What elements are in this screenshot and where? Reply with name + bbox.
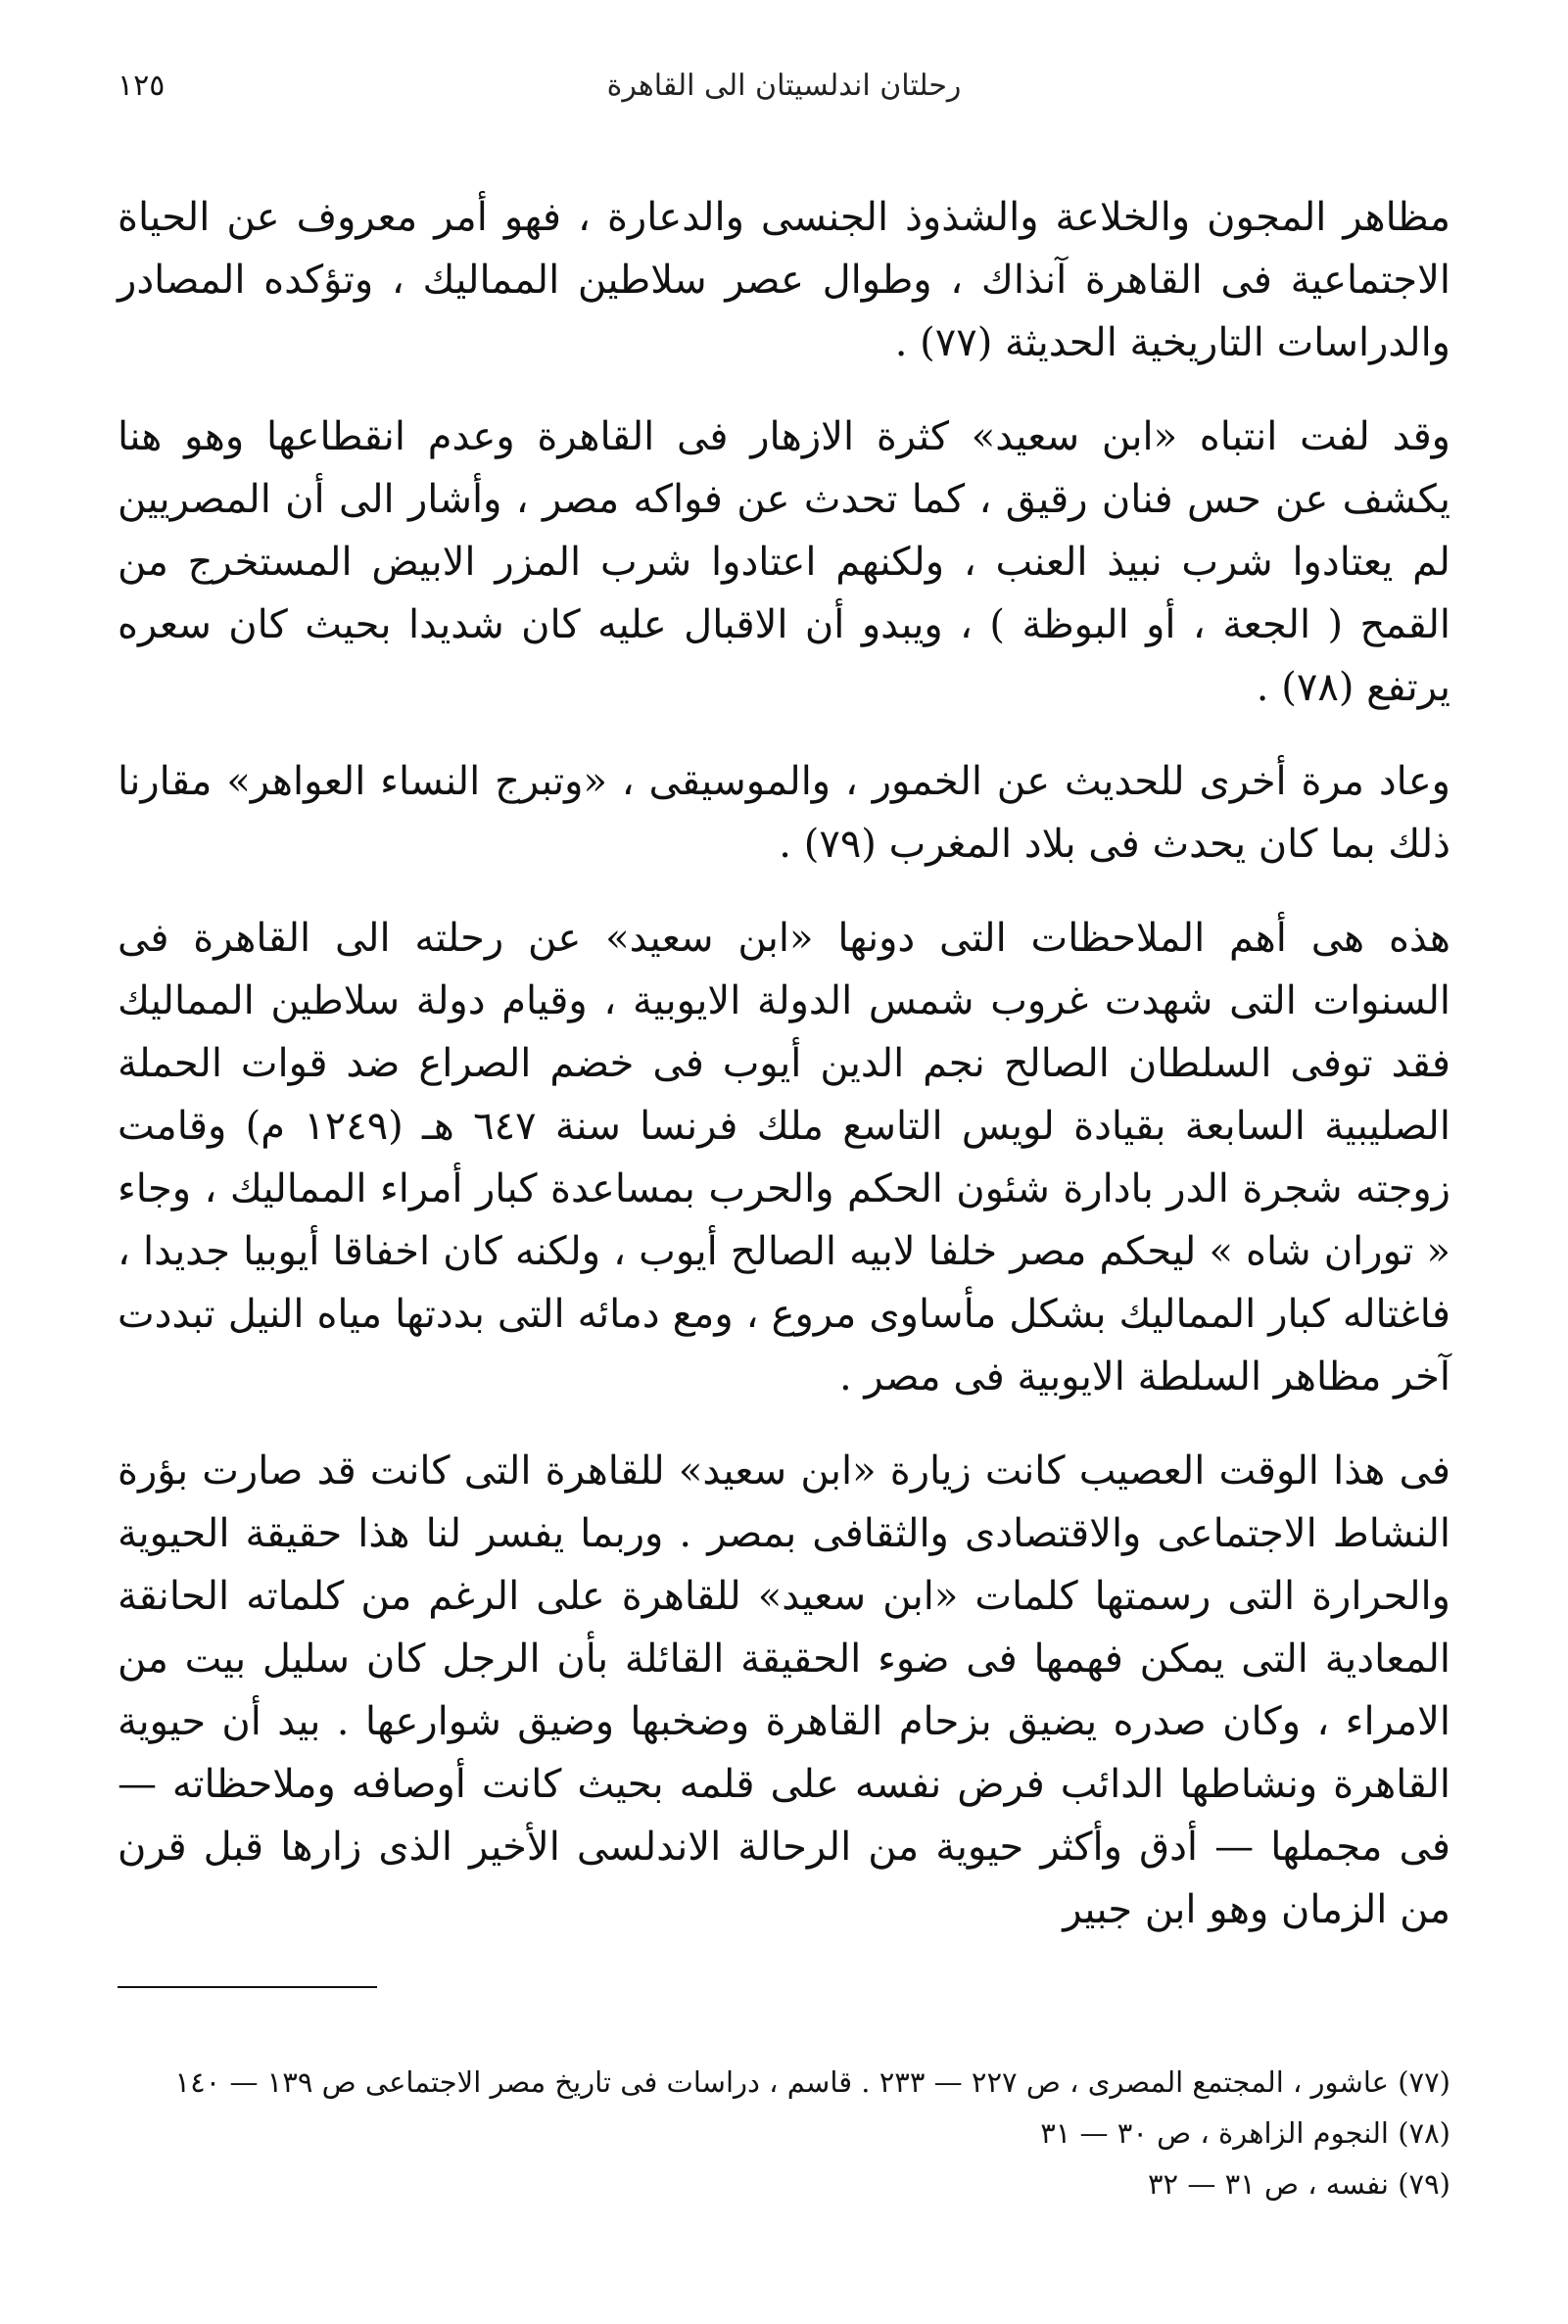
- running-title: رحلتان اندلسيتان الى القاهرة: [606, 69, 962, 103]
- footnote-divider: [118, 1986, 377, 1988]
- page-number: ١٢٥: [118, 69, 166, 103]
- page-header: [118, 69, 1450, 118]
- paragraph: فى هذا الوقت العصيب كانت زيارة «ابن سعيد» للقاهرة التى كانت قد صارت بؤرة النشاط الاجتماعى والاقتصادى والثقافى بمصر . وربما يفسر لنا هذا حقيقة الحيوية والحرارة التى رسمتها كلمات «ابن سعيد» للقاهرة على الرغم من كلماته الحانقة المعادية التى يمكن فهمها فى ضوء الحقيقة القائلة بأن الرجل كان سليل بيت من الامراء ، وكان صدره يضيق بزحام القاهرة وضخبها وضيق شوارعها . بيد أن حيوية القاهرة ونشاطها الدائب فرض نفسه على قلمه بحيث كانت أوصافه وملاحظاته — فى مجملها — أدق وأكثر حيوية من الرحالة الاندلسى الأخير الذى زارها قبل قرن من الزمان وهو ابن جبير: [118, 1448, 1450, 1932]
- footnote: (٧٩) نفسه ، ص ٣١ — ٣٢: [1147, 2167, 1450, 2201]
- paragraph: مظاهر المجون والخلاعة والشذوذ الجنسى والدعارة ، فهو أمر معروف عن الحياة الاجتماعية فى القاهرة آنذاك ، وطوال عصر سلاطين المماليك ، وتؤكده المصادر والدراسات التاريخية الحديثة (٧٧) .: [118, 195, 1450, 365]
- footnotes: [118, 2057, 1450, 2209]
- footnote: (٧٧) عاشور ، المجتمع المصرى ، ص ٢٢٧ — ٢٣٣ . قاسم ، دراسات فى تاريخ مصر الاجتماعى ص ١٣٩ — ١٤٠: [174, 2065, 1450, 2099]
- paragraph: وعاد مرة أخرى للحديث عن الخمور ، والموسيقى ، «وتبرج النساء العواهر» مقارنا ذلك بما كان يحدث فى بلاد المغرب (٧٩) .: [118, 759, 1450, 867]
- paragraph: هذه هى أهم الملاحظات التى دونها «ابن سعيد» عن رحلته الى القاهرة فى السنوات التى شهدت غروب شمس الدولة الايوبية ، وقيام دولة سلاطين المماليك فقد توفى السلطان الصالح نجم الدين أيوب فى خضم الصراع ضد قوات الحملة الصليبية السابعة بقيادة لويس التاسع ملك فرنسا سنة ٦٤٧ هـ (١٢٤٩ م) وقامت زوجته شجرة الدر بادارة شئون الحكم والحرب بمساعدة كبار أمراء المماليك ، وجاء « توران شاه » ليحكم مصر خلفا لابيه الصالح أيوب ، ولكنه كان اخفاقا أيوبيا جديدا ، فاغتاله كبار المماليك بشكل مأساوى مروع ، ومع دمائه التى بددتها مياه النيل تبددت آخر مظاهر السلطة الايوبية فى مصر .: [118, 916, 1450, 1399]
- body-text: [118, 186, 1450, 1972]
- footnote: (٧٨) النجوم الزاهرة ، ص ٣٠ — ٣١: [1040, 2116, 1450, 2150]
- paragraph: وقد لفت انتباه «ابن سعيد» كثرة الازهار فى القاهرة وعدم انقطاعها وهو هنا يكشف عن حس فنان رقيق ، كما تحدث عن فواكه مصر ، وأشار الى أن المصريين لم يعتادوا شرب نبيذ العنب ، ولكنهم اعتادوا شرب المزر الابيض المستخرج من القمح ( الجعة ، أو البوظة ) ، ويبدو أن الاقبال عليه كان شديدا بحيث كان سعره يرتفع (٧٨) .: [118, 414, 1450, 710]
